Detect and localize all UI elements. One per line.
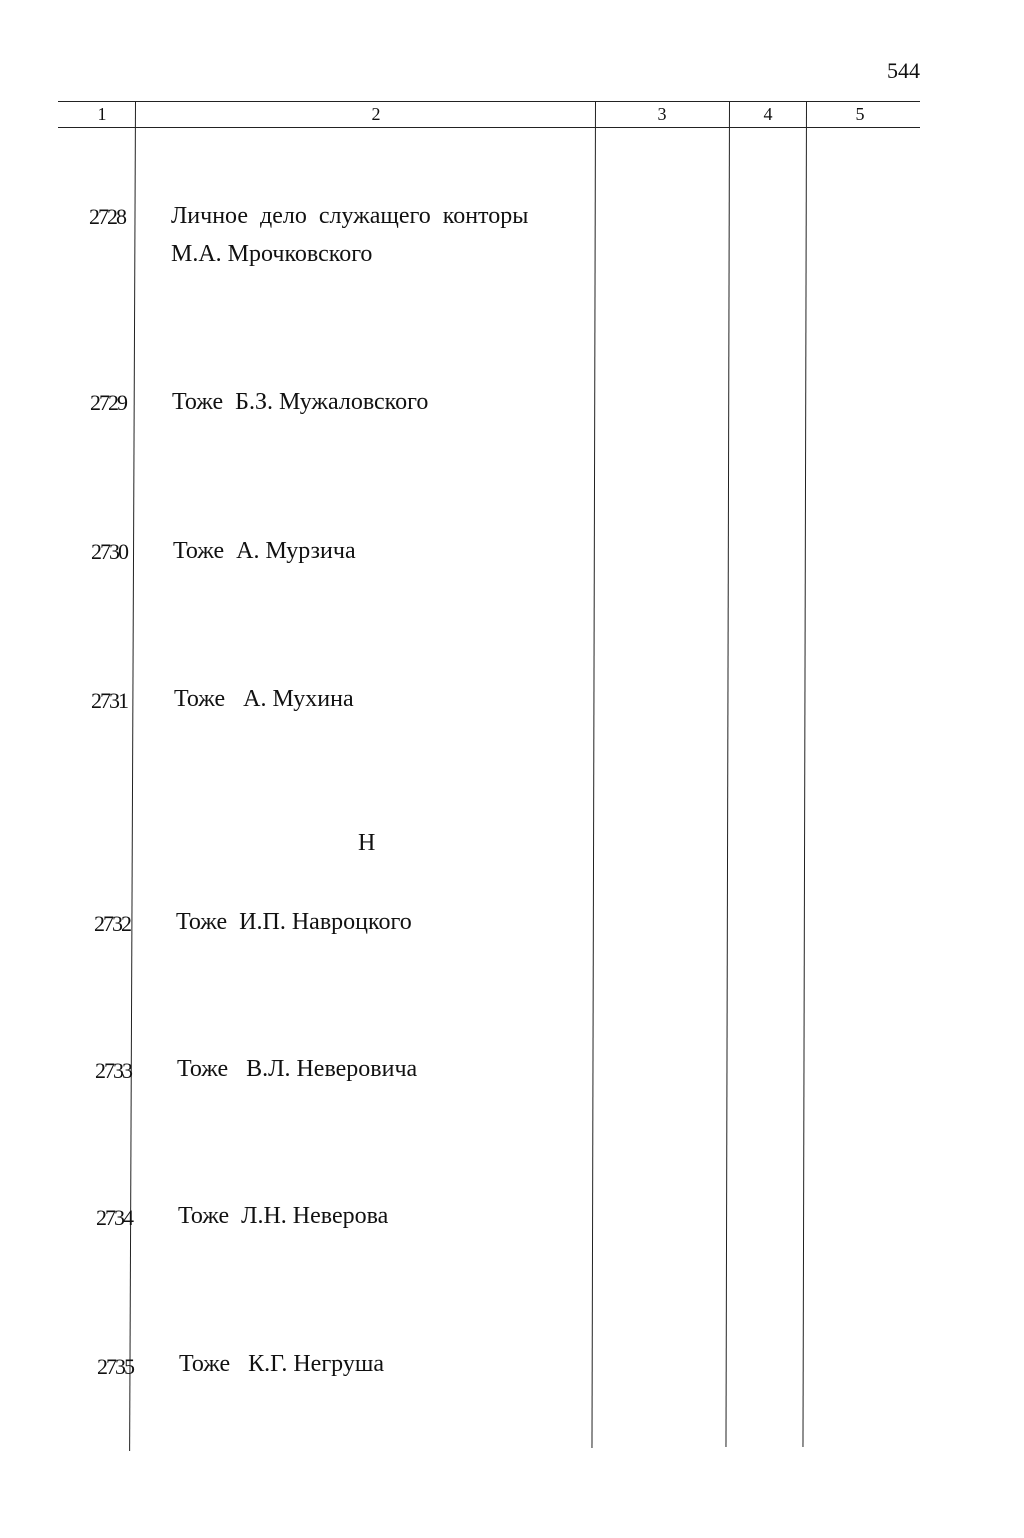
page-number: 544 bbox=[887, 58, 920, 83]
column-divider-1-2 bbox=[129, 101, 136, 1451]
row-description: Тоже Л.Н. Неверова bbox=[178, 1203, 389, 1229]
table-header-rule bbox=[58, 127, 920, 128]
row-number: 2728 bbox=[89, 204, 125, 229]
column-header-4: 4 bbox=[763, 104, 773, 124]
row-description bbox=[171, 197, 528, 273]
table-top-rule bbox=[58, 101, 920, 102]
row-description-line: Личное дело служащего конторы bbox=[171, 203, 529, 229]
column-divider-2-3 bbox=[591, 101, 596, 1448]
row-description: Тоже В.Л. Неверовича bbox=[177, 1056, 418, 1082]
row-description-line: М.А. Мрочковского bbox=[171, 241, 373, 267]
row-number: 2733 bbox=[95, 1058, 131, 1083]
column-divider-4-5 bbox=[802, 101, 807, 1447]
row-description: Тоже А. Мурзича bbox=[173, 538, 356, 564]
row-description: Тоже К.Г. Негруша bbox=[179, 1351, 384, 1377]
row-description: Тоже А. Мухина bbox=[174, 686, 354, 712]
row-description: Тоже Б.З. Мужаловского bbox=[172, 389, 429, 415]
column-header-1: 1 bbox=[97, 104, 107, 124]
row-number: 2734 bbox=[96, 1205, 132, 1230]
column-header-5: 5 bbox=[855, 104, 865, 124]
column-divider-3-4 bbox=[725, 101, 730, 1447]
column-header-2: 2 bbox=[371, 104, 381, 124]
row-number: 2732 bbox=[94, 911, 130, 936]
row-description: Тоже И.П. Навроцкого bbox=[176, 909, 412, 935]
row-number: 2729 bbox=[90, 390, 126, 415]
section-letter: Н bbox=[358, 830, 376, 856]
column-header-3: 3 bbox=[657, 104, 667, 124]
row-number: 2730 bbox=[91, 539, 127, 564]
row-number: 2731 bbox=[91, 688, 127, 713]
row-number: 2735 bbox=[97, 1354, 133, 1379]
